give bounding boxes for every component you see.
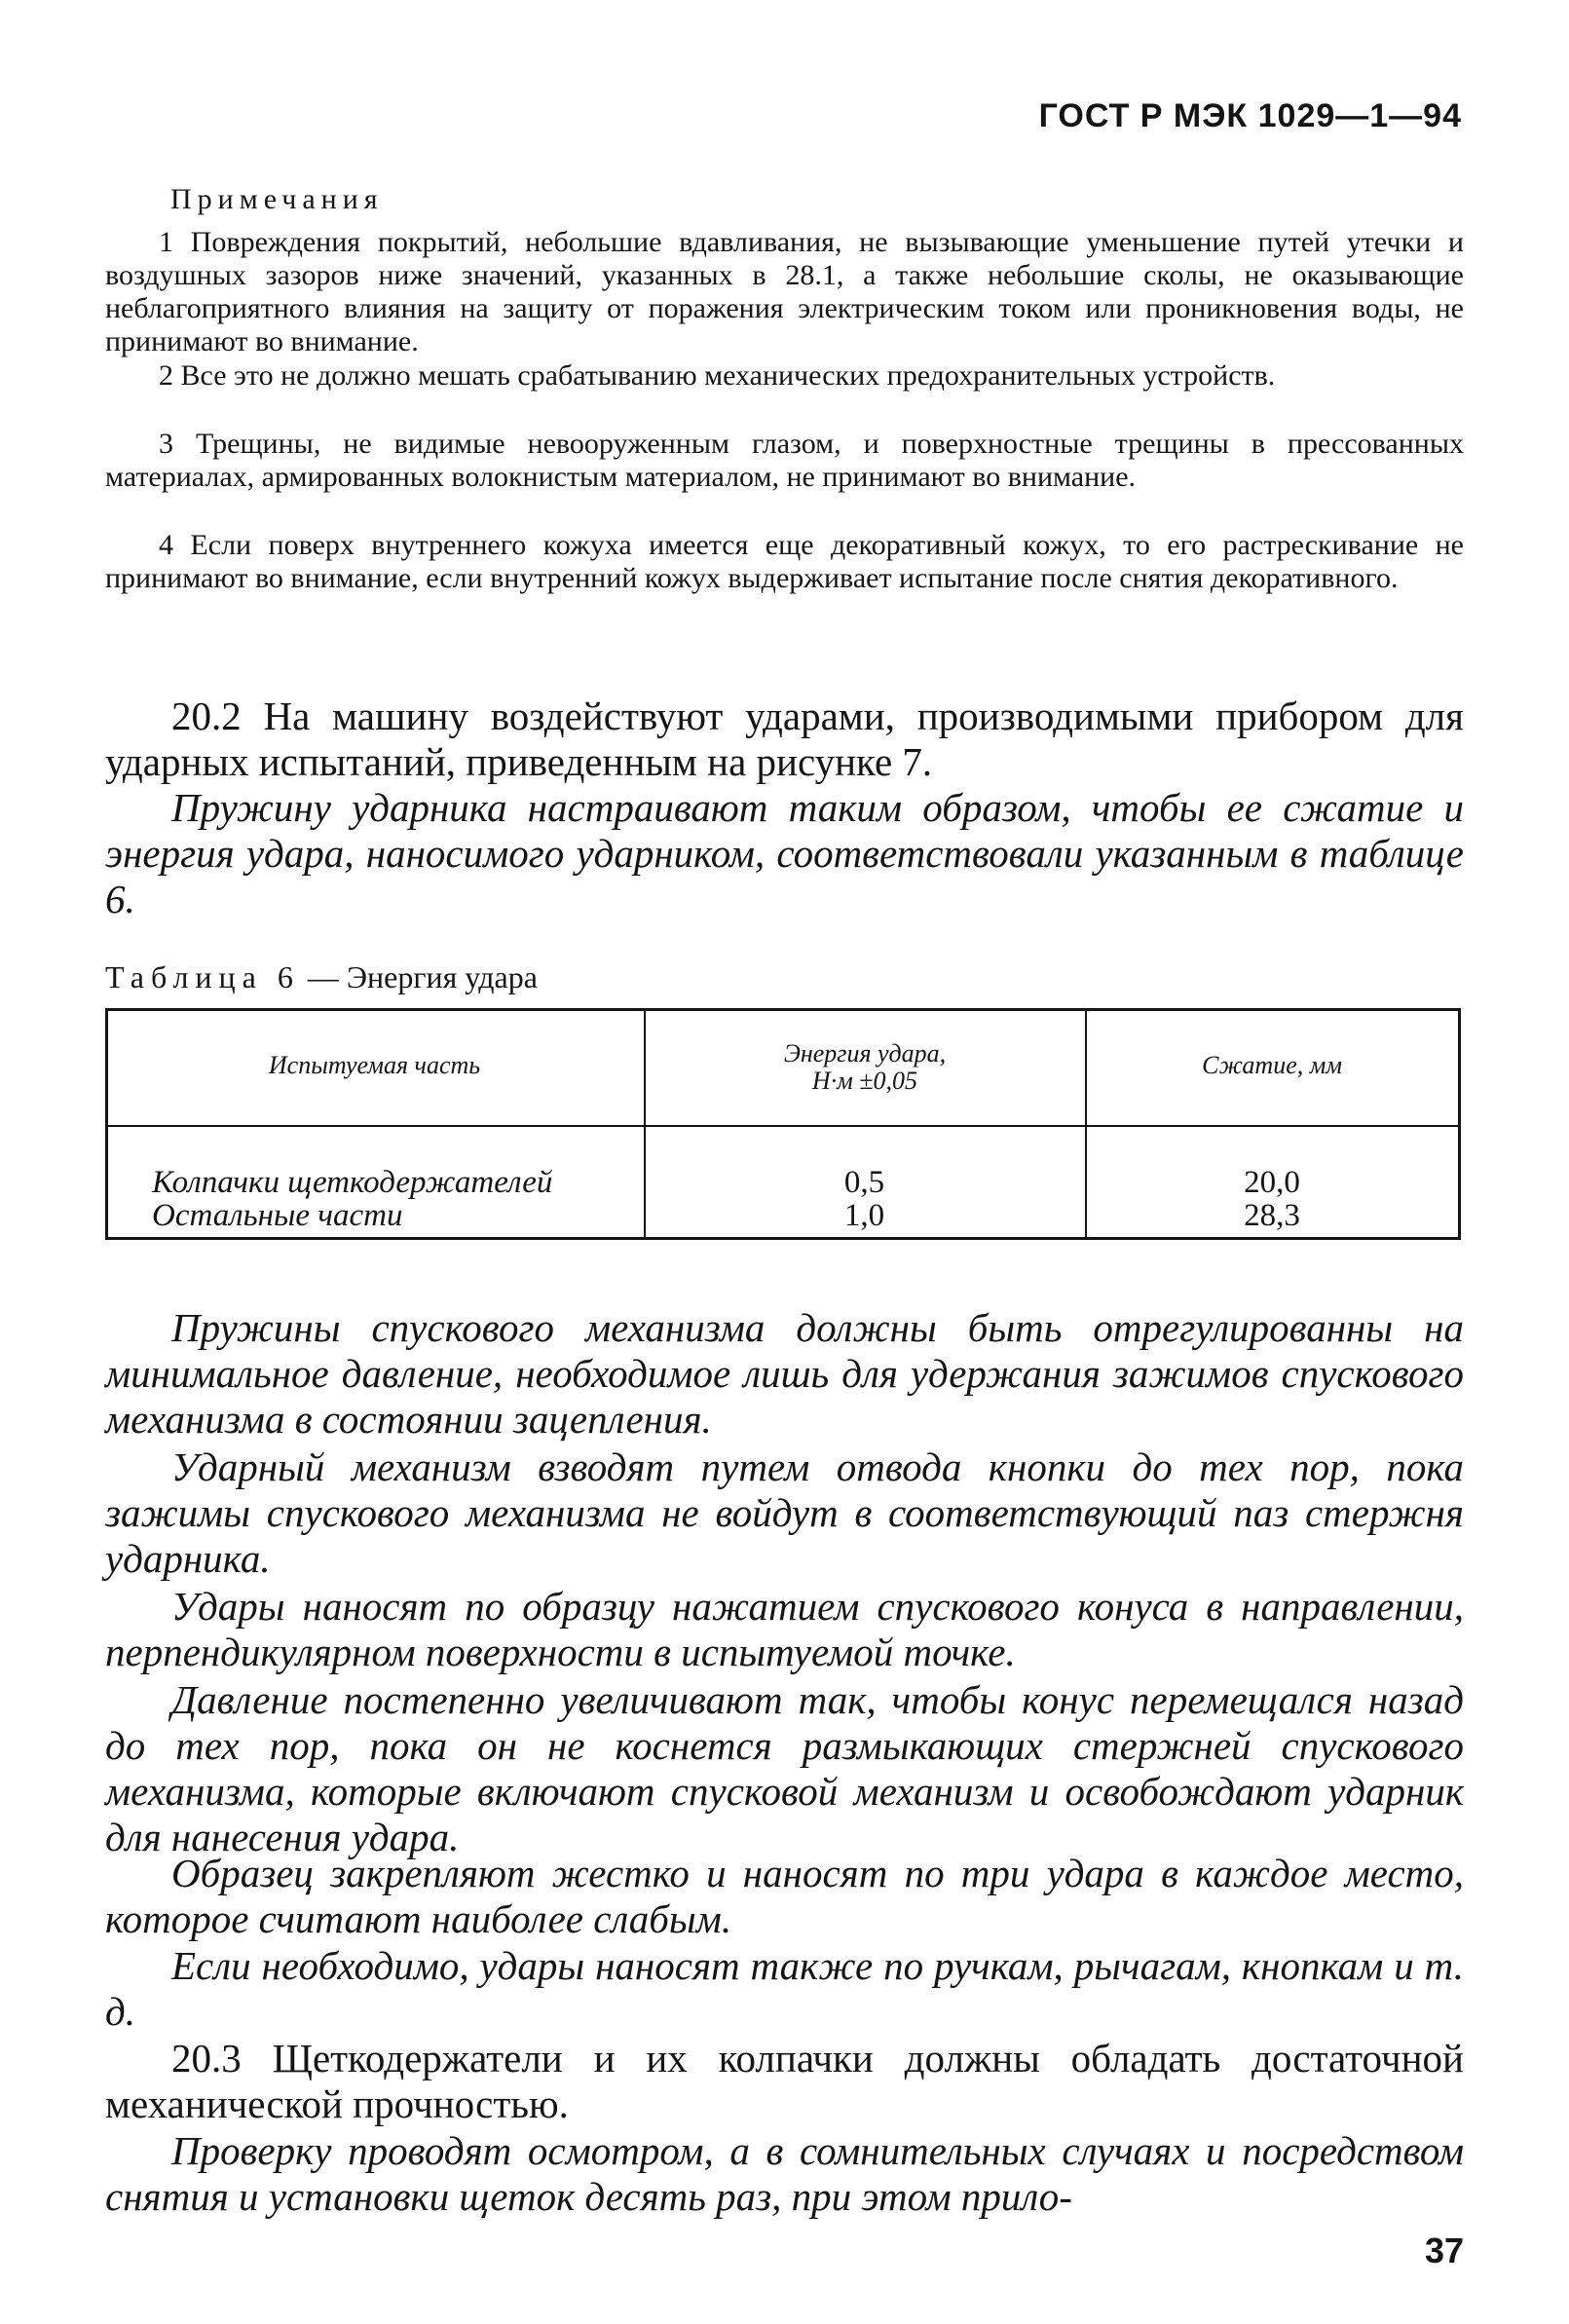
table-header-rule: [105, 1125, 1461, 1127]
table-header-energy: Энергия удара, Н·м ±0,05: [783, 1039, 947, 1095]
table-header-compression: Сжатие, мм: [1202, 1051, 1342, 1079]
table-cell-energy-2: 1,0: [843, 1198, 885, 1233]
table-caption-label: Таблица 6: [105, 959, 300, 994]
paragraph-springs: Пружины спускового механизма должны быть отрегулированны на минимальное давление, необходимое лишь для удержания зажимов спускового механизма в состоянии зацепления.: [105, 1305, 1464, 1442]
table-header-part: Испытуемая часть: [268, 1051, 481, 1079]
impact-energy-table: [105, 1008, 1461, 1240]
table-cell-compression-2: 28,3: [1244, 1198, 1300, 1233]
paragraph-handles: Если необходимо, удары наносят также по ручкам, рычагам, кнопкам и т. д.: [105, 1943, 1464, 2034]
table-cell-part-1: Колпачки щеткодержателей: [152, 1165, 553, 1200]
table-cell-part-2: Остальные части: [152, 1198, 403, 1233]
notes-title: Примечания: [170, 183, 384, 215]
table-caption-title: — Энергия удара: [299, 959, 538, 994]
paragraph-cocking: Ударный механизм взводят путем отвода кнопки до тех пор, пока зажимы спускового механизма не войдут в соответствующий паз стержня ударника.: [105, 1444, 1464, 1581]
table-cell-compression-1: 20,0: [1244, 1165, 1300, 1200]
table-rule-left: [105, 1011, 108, 1237]
standard-header: ГОСТ Р МЭК 1029—1—94: [1038, 97, 1462, 134]
clause-20-2-italic: Пружину ударника настраивают таким образом, чтобы ее сжатие и энергия удара, наносимого ударником, соответствовали указанным в таблице 6.: [105, 785, 1464, 921]
paragraph-pressure: Давление постепенно увеличивают так, чтобы конус перемещался назад до тех пор, пока он не коснется размыкающих стержней спускового механизма, которые включают спусковой механизм и освобождают ударник для нанесения удара.: [105, 1677, 1464, 1859]
table-cell-energy-1: 0,5: [843, 1165, 885, 1200]
clause-20-2-text: 20.2 На машину воздействуют ударами, производимыми прибором для ударных испытаний, приведенным на рисунке 7.: [105, 693, 1464, 784]
note-1: 1 Повреждения покрытий, небольшие вдавливания, не вызывающие уменьшение путей утечки и воздушных зазоров ниже значений, указанных в 28.1, а также небольшие сколы, не оказывающие неблагоприятного влияния на защиту от поражения электрическим током или проникновения воды, не принимают во внимание.: [105, 226, 1464, 357]
table-caption: [105, 959, 538, 995]
page-number: 37: [1424, 2230, 1464, 2270]
note-2: 2 Все это не должно мешать срабатыванию механических предохранительных устройств.: [159, 359, 1276, 392]
paragraph-specimen: Образец закрепляют жестко и наносят по три удара в каждое место, которое считают наиболее слабым.: [105, 1851, 1464, 1941]
note-3: 3 Трещины, не видимые невооруженным глазом, и поверхностные трещины в прессованных материалах, армированных волокнистым материалом, не принимают во внимание.: [105, 428, 1464, 493]
paragraph-blows: Удары наносят по образцу нажатием спускового конуса в направлении, перпендикулярном поверхности в испытуемой точке.: [105, 1584, 1464, 1674]
clause-20-3-italic: Проверку проводят осмотром, а в сомнительных случаях и посредством снятия и установки щеток десять раз, при этом прило-: [105, 2128, 1464, 2219]
clause-20-3-text: 20.3 Щеткодержатели и их колпачки должны обладать достаточной механической прочностью.: [105, 2036, 1464, 2126]
note-4: 4 Если поверх внутреннего кожуха имеется еще декоративный кожух, то его растрескивание не принимают во внимание, если внутренний кожух выдерживает испытание после снятия декоративного.: [105, 529, 1464, 594]
